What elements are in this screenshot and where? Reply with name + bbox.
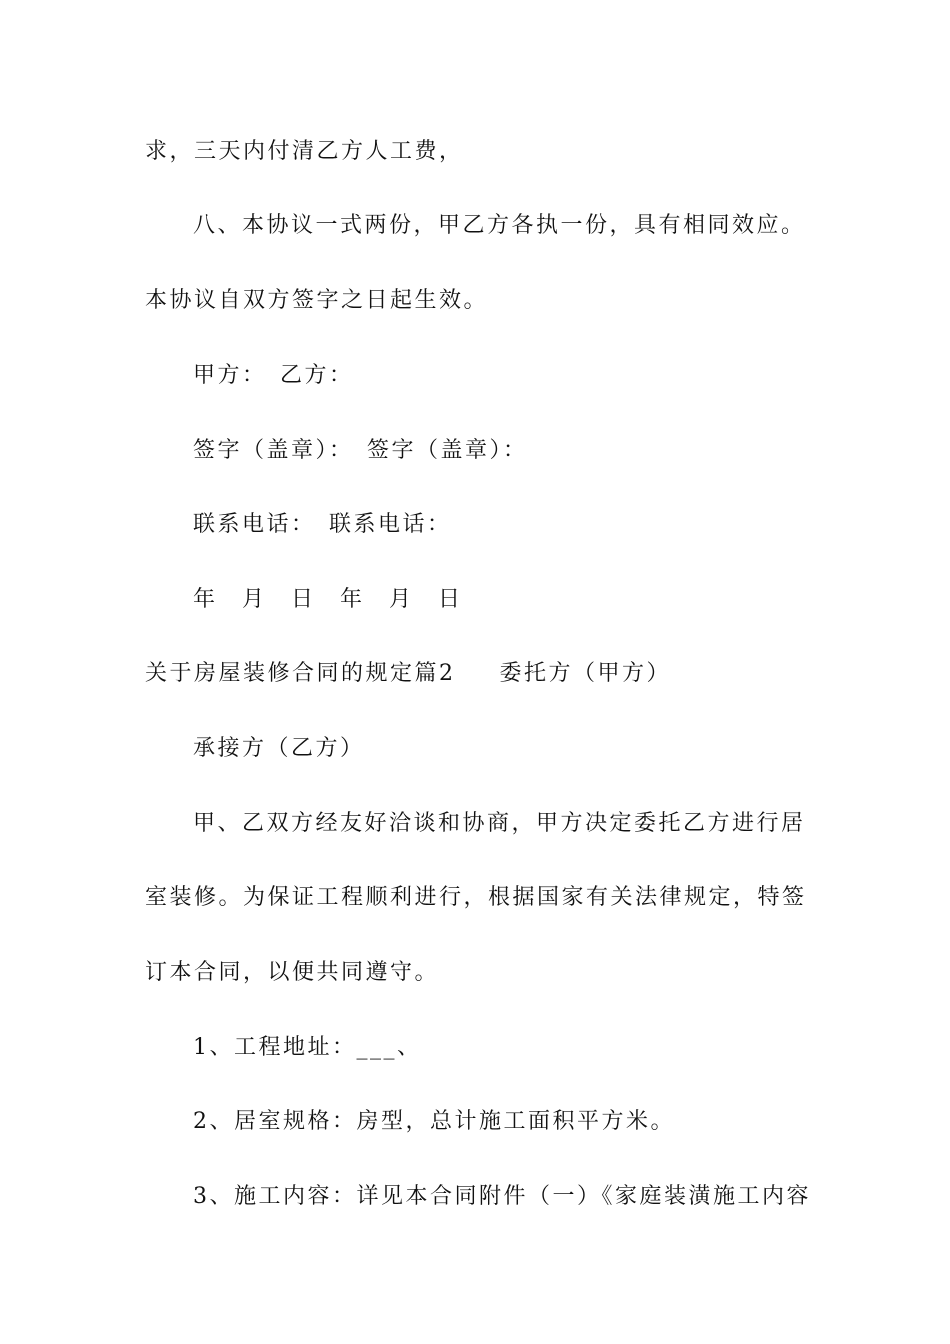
contractor-party-label: 承接方（乙方） [193, 736, 365, 761]
section-heading-line [145, 659, 671, 689]
party-label-line: 甲方： 乙方： [193, 363, 354, 388]
paragraph-line: 求，三天内付清乙方人工费， [145, 139, 464, 164]
phone-line: 联系电话： 联系电话： [193, 512, 452, 537]
signature-line: 签字（盖章）： 签字（盖章）： [193, 438, 528, 463]
clause-line: 1、工程地址：___、 [193, 1035, 422, 1060]
clause-line: 3、施工内容：详见本合同附件（一）《家庭装潢施工内容 [193, 1184, 811, 1209]
date-line: 年 月 日 年 月 日 [193, 587, 463, 612]
clause-line: 2、居室规格：房型，总计施工面积平方米。 [193, 1109, 675, 1134]
paragraph-line: 室装修。为保证工程顺利进行，根据国家有关法律规定，特签 [145, 885, 807, 910]
paragraph-line: 甲、乙双方经友好洽谈和协商，甲方决定委托乙方进行居 [193, 811, 806, 836]
section-title: 关于房屋装修合同的规定篇2 [145, 661, 456, 686]
client-party-label: 委托方（甲方） [499, 661, 672, 686]
paragraph-line: 本协议自双方签字之日起生效。 [145, 288, 489, 313]
paragraph-line: 订本合同，以便共同遵守。 [145, 960, 440, 985]
paragraph-line: 八、本协议一式两份，甲乙方各执一份，具有相同效应。 [193, 213, 806, 238]
